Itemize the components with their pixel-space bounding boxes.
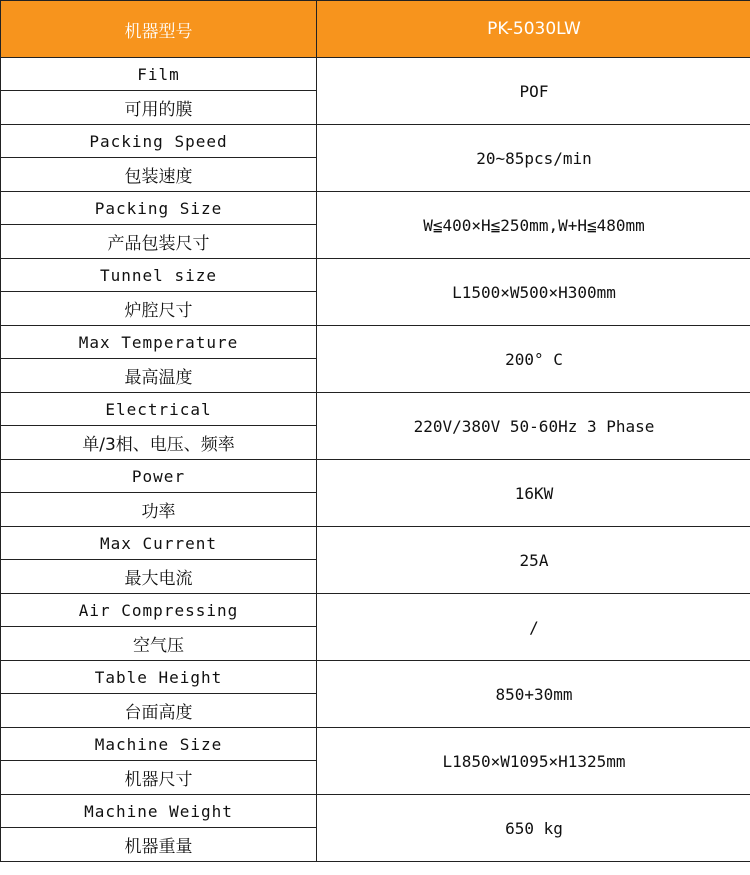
spec-value: L1850×W1095×H1325mm — [317, 728, 750, 795]
table-row — [1, 58, 750, 91]
table-row — [1, 460, 750, 493]
spec-label-en: Max Current — [1, 527, 317, 560]
spec-label-zh: 包装速度 — [1, 158, 317, 192]
header-row — [1, 1, 750, 58]
table-row — [1, 594, 750, 627]
spec-label-zh: 可用的膜 — [1, 91, 317, 125]
spec-value: 16KW — [317, 460, 750, 527]
spec-value: 650 kg — [317, 795, 750, 862]
spec-value: 850+30mm — [317, 661, 750, 728]
spec-value: L1500×W500×H300mm — [317, 259, 750, 326]
table-row — [1, 728, 750, 761]
spec-label-en: Machine Weight — [1, 795, 317, 828]
spec-label-en: Tunnel size — [1, 259, 317, 292]
spec-label-zh: 最高温度 — [1, 359, 317, 393]
table-row — [1, 661, 750, 694]
spec-value: W≦400×H≦250mm,W+H≦480mm — [317, 192, 750, 259]
spec-label-zh: 单/3相、电压、频率 — [1, 426, 317, 460]
spec-label-zh: 空气压 — [1, 627, 317, 661]
table-row — [1, 795, 750, 828]
spec-label-zh: 炉腔尺寸 — [1, 292, 317, 326]
spec-label-zh: 最大电流 — [1, 560, 317, 594]
spec-value: 20~85pcs/min — [317, 125, 750, 192]
spec-label-zh: 产品包装尺寸 — [1, 225, 317, 259]
table-row — [1, 326, 750, 359]
spec-label-en: Machine Size — [1, 728, 317, 761]
table-row — [1, 259, 750, 292]
header-model-value: PK-5030LW — [317, 1, 750, 58]
spec-label-en: Air Compressing — [1, 594, 317, 627]
header-model-label: 机器型号 — [1, 1, 317, 58]
spec-label-zh: 机器尺寸 — [1, 761, 317, 795]
table-row — [1, 393, 750, 426]
spec-value: 220V/380V 50-60Hz 3 Phase — [317, 393, 750, 460]
table-row — [1, 125, 750, 158]
spec-label-en: Packing Size — [1, 192, 317, 225]
spec-value: 200° C — [317, 326, 750, 393]
spec-value: 25A — [317, 527, 750, 594]
spec-label-en: Max Temperature — [1, 326, 317, 359]
spec-label-en: Table Height — [1, 661, 317, 694]
spec-value: / — [317, 594, 750, 661]
spec-label-en: Power — [1, 460, 317, 493]
table-row — [1, 527, 750, 560]
spec-label-zh: 台面高度 — [1, 694, 317, 728]
spec-label-en: Packing Speed — [1, 125, 317, 158]
table-row — [1, 192, 750, 225]
spec-label-zh: 机器重量 — [1, 828, 317, 862]
spec-value: POF — [317, 58, 750, 125]
spec-label-en: Film — [1, 58, 317, 91]
spec-label-en: Electrical — [1, 393, 317, 426]
spec-label-zh: 功率 — [1, 493, 317, 527]
